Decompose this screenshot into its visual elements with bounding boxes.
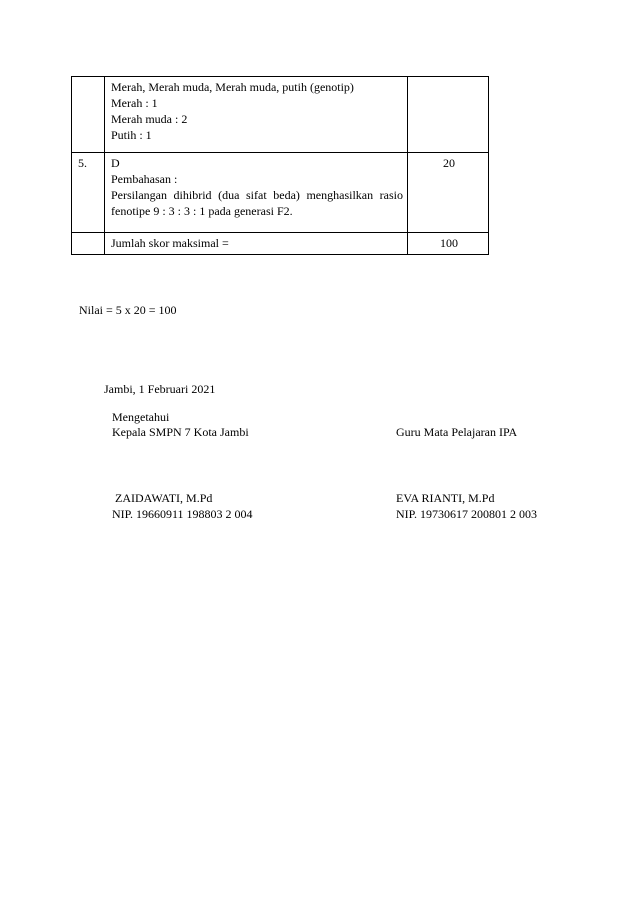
answer-key-table xyxy=(71,76,489,255)
answer-cell xyxy=(105,77,408,153)
principal-name: ZAIDAWATI, M.Pd xyxy=(115,491,213,505)
answer-line: Persilangan dihibrid (dua sifat beda) menghasilkan rasio fenotipe 9 : 3 : 3 : 1 pada generasi F2. xyxy=(111,188,403,218)
teacher-title: Guru Mata Pelajaran IPA xyxy=(396,425,518,439)
score-cell: 20 xyxy=(408,153,489,233)
answer-line: Merah muda : 2 xyxy=(111,112,188,126)
row-number-cell xyxy=(72,233,105,255)
principal-nip: NIP. 19660911 198803 2 004 xyxy=(112,507,253,521)
table-row xyxy=(72,77,489,153)
answer-line: Pembahasan : xyxy=(111,172,178,186)
teacher-nip: NIP. 19730617 200801 2 003 xyxy=(396,507,538,521)
answer-line: D xyxy=(111,156,120,170)
answer-line: Merah, Merah muda, Merah muda, putih (genotip) xyxy=(111,80,354,94)
table-row xyxy=(72,233,489,255)
nilai-formula: Nilai = 5 x 20 = 100 xyxy=(79,303,177,317)
place-date: Jambi, 1 Februari 2021 xyxy=(104,382,216,396)
answer-cell xyxy=(105,153,408,233)
table-row xyxy=(72,153,489,233)
row-number-cell xyxy=(72,77,105,153)
principal-title: Kepala SMPN 7 Kota Jambi xyxy=(112,425,249,439)
answer-line: Merah : 1 xyxy=(111,96,158,110)
answer-line: Putih : 1 xyxy=(111,128,152,142)
row-number-cell: 5. xyxy=(72,153,105,233)
score-cell xyxy=(408,77,489,153)
total-label-cell: Jumlah skor maksimal = xyxy=(105,233,408,255)
teacher-name: EVA RIANTI, M.Pd xyxy=(396,491,495,505)
mengetahui-label: Mengetahui xyxy=(112,410,170,424)
total-score-cell: 100 xyxy=(408,233,489,255)
